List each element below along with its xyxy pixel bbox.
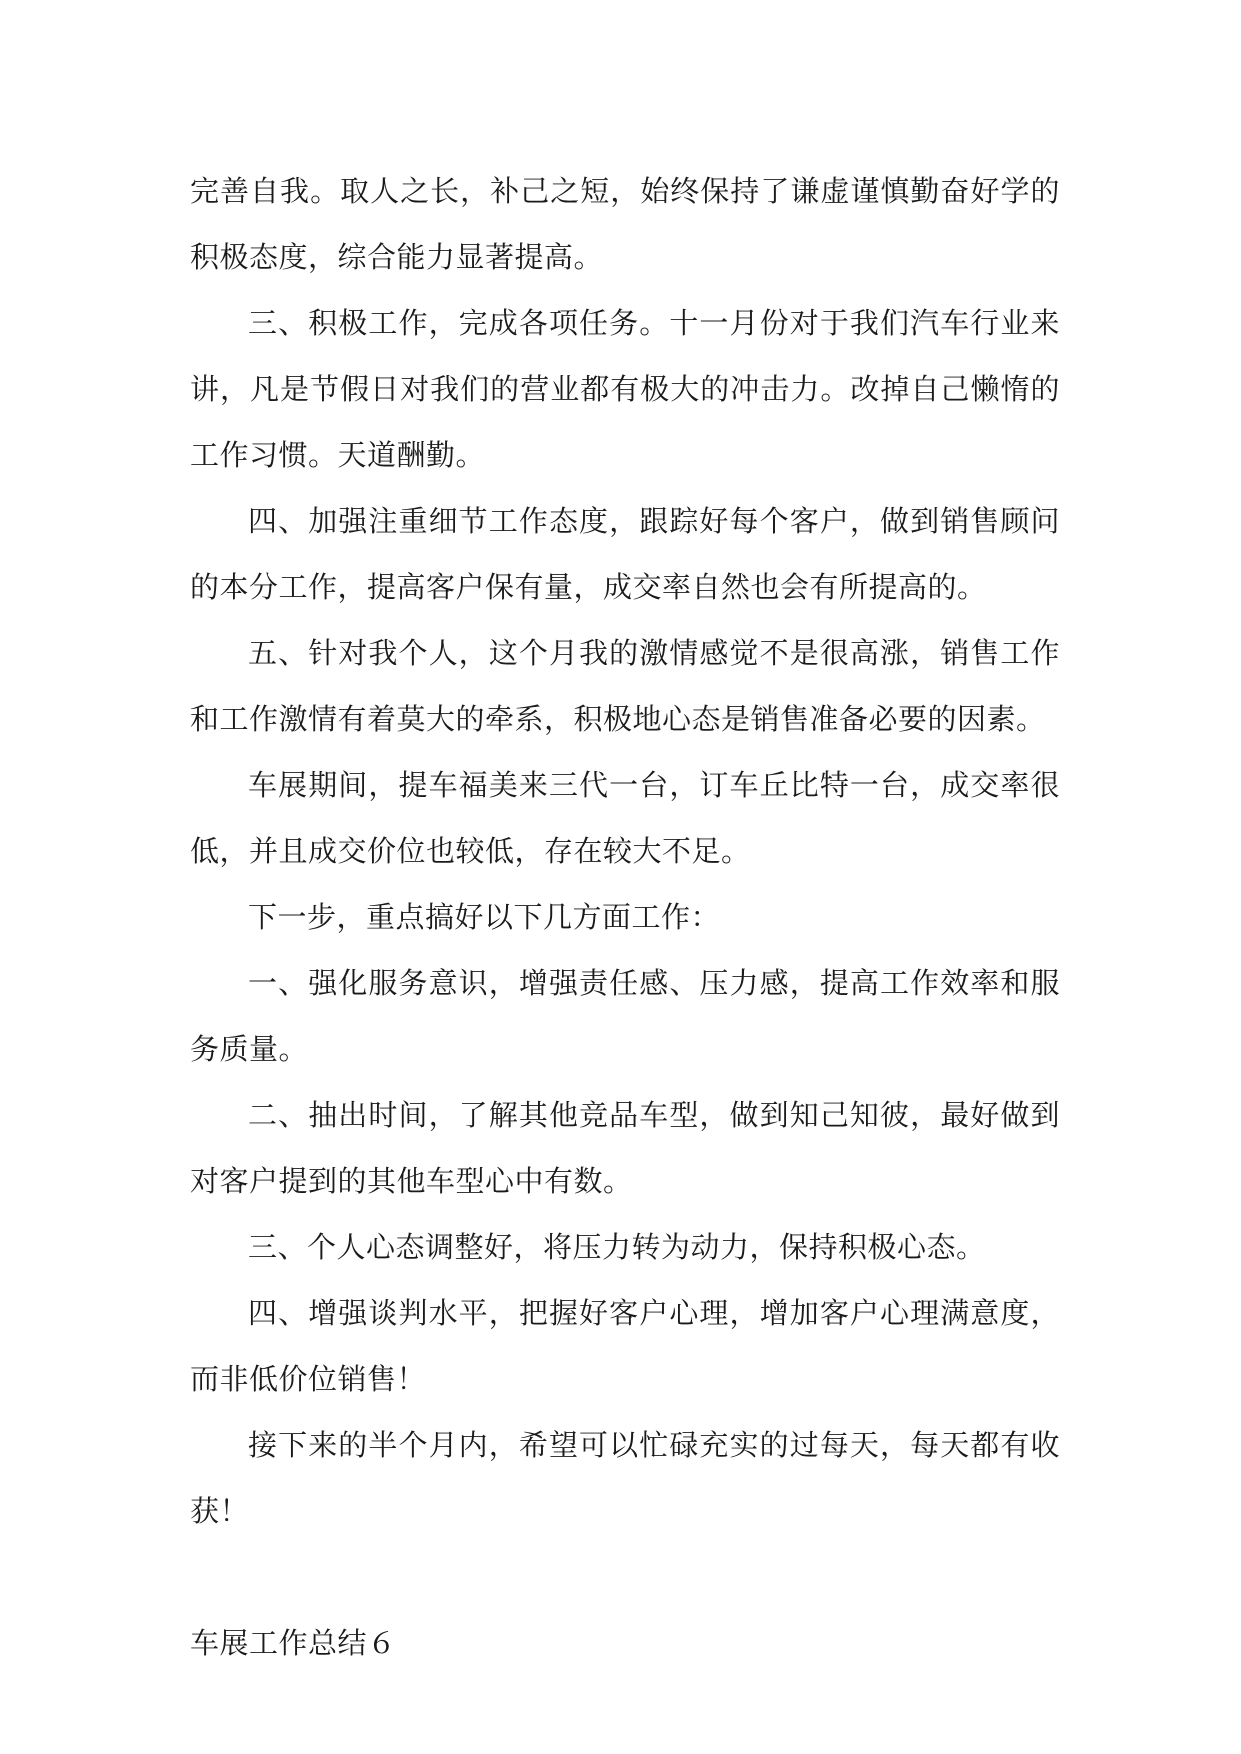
paragraph-4: 五、针对我个人，这个月我的激情感觉不是很高涨，销售工作和工作激情有着莫大的牵系，积极地心态是销售准备必要的因素。	[190, 636, 1060, 736]
section-heading: 车展工作总结６	[190, 1626, 397, 1660]
paragraph-2: 三、积极工作，完成各项任务。十一月份对于我们汽车行业来讲，凡是节假日对我们的营业都有极大的冲击力。改掉自己懒惰的工作习惯。天道酬勤。	[190, 306, 1060, 472]
paragraph-5: 车展期间，提车福美来三代一台，订车丘比特一台，成交率很低，并且成交价位也较低，存在较大不足。	[190, 768, 1060, 868]
paragraph-9: 三、个人心态调整好，将压力转为动力，保持积极心态。	[248, 1230, 986, 1264]
document-body	[190, 158, 1060, 1676]
paragraph-3: 四、加强注重细节工作态度，跟踪好每个客户，做到销售顾问的本分工作，提高客户保有量，成交率自然也会有所提高的。	[190, 504, 1060, 604]
paragraph-7: 一、强化服务意识，增强责任感、压力感，提高工作效率和服务质量。	[190, 966, 1060, 1066]
paragraph-11: 接下来的半个月内，希望可以忙碌充实的过每天，每天都有收获！	[190, 1428, 1060, 1528]
paragraph-6: 下一步，重点搞好以下几方面工作：	[248, 900, 721, 934]
paragraph-10: 四、增强谈判水平，把握好客户心理，增加客户心理满意度，而非低价位销售！	[190, 1296, 1060, 1396]
paragraph-1: 完善自我。取人之长，补己之短，始终保持了谦虚谨慎勤奋好学的积极态度，综合能力显著提高。	[190, 174, 1060, 274]
paragraph-8: 二、抽出时间，了解其他竞品车型，做到知己知彼，最好做到对客户提到的其他车型心中有数。	[190, 1098, 1060, 1198]
